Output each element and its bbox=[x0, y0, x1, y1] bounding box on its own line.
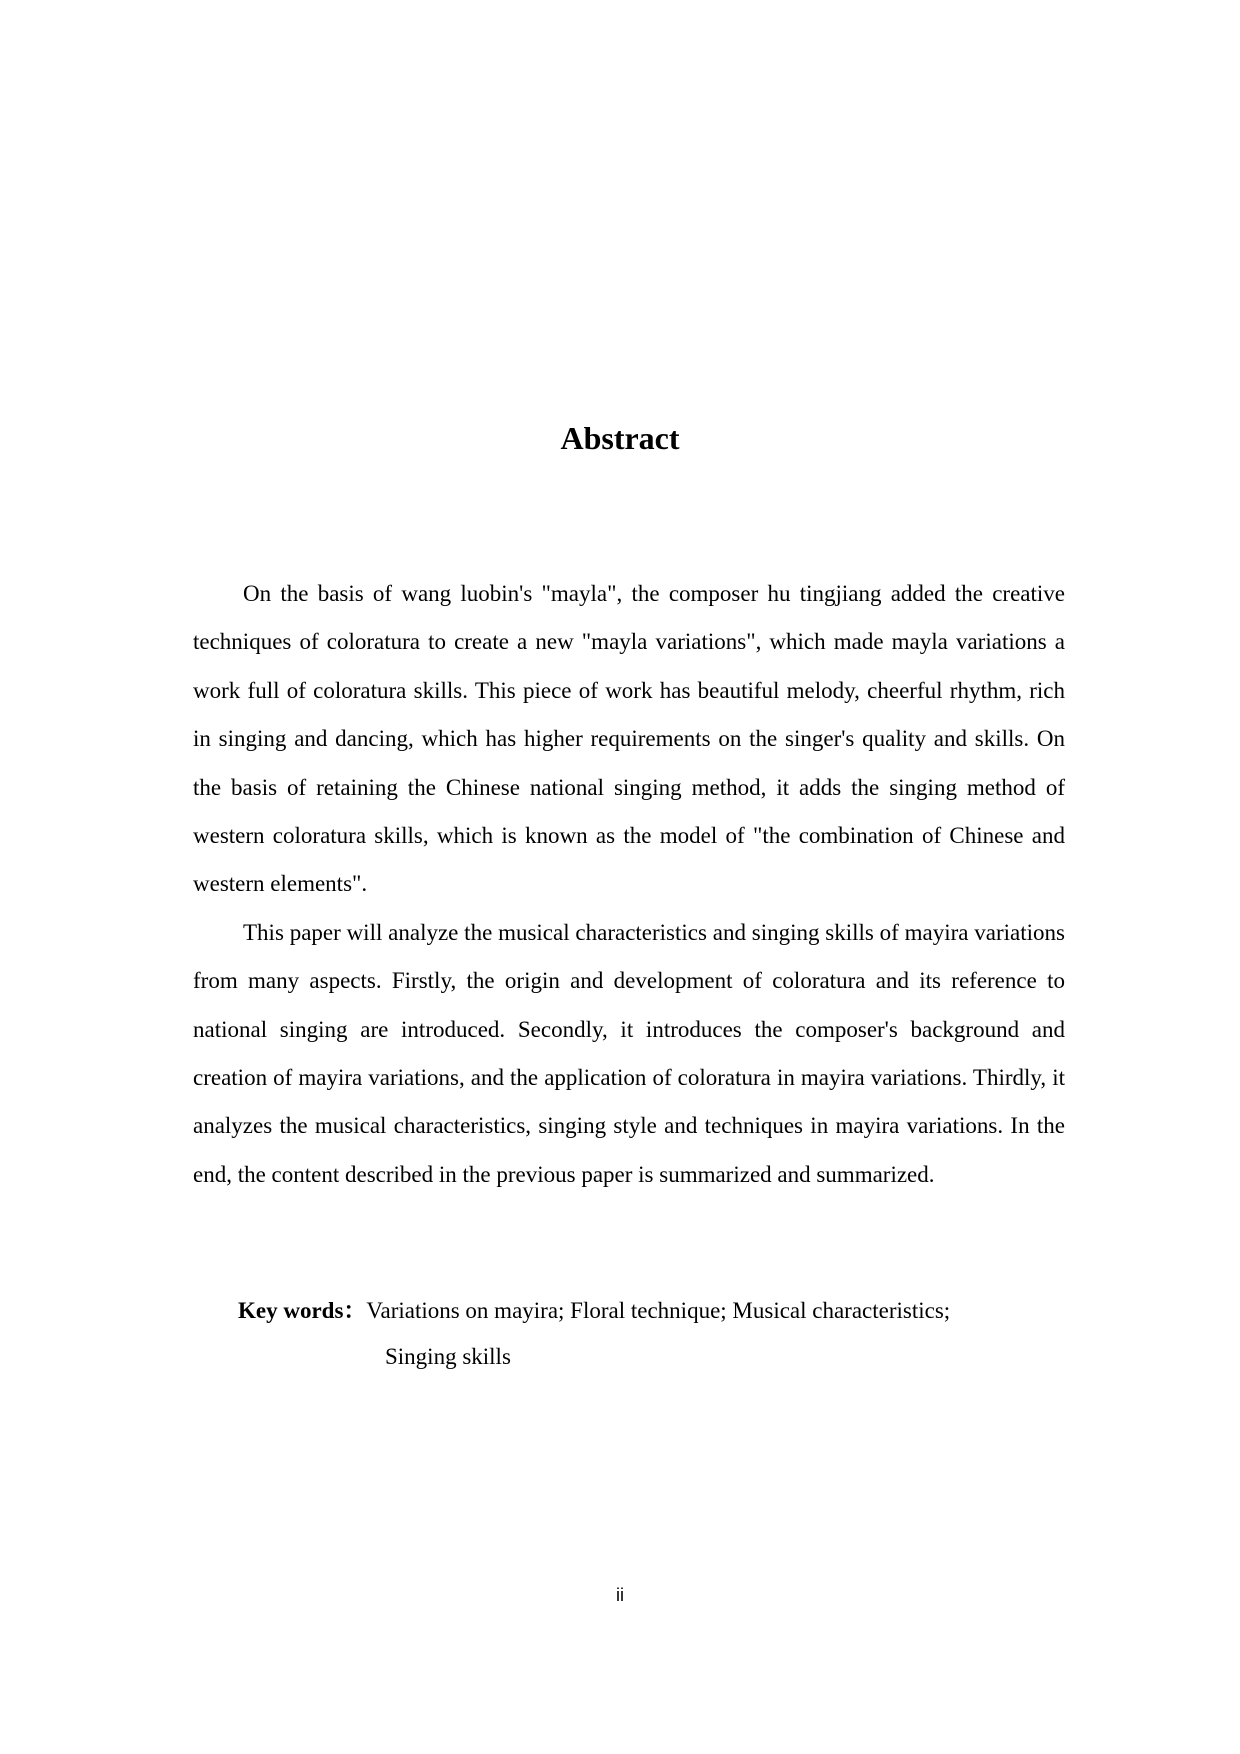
keywords-text-1: Variations on mayira; Floral technique; Musical characteristics; bbox=[366, 1298, 951, 1323]
keywords-label: Key words： bbox=[238, 1298, 367, 1323]
keywords-block bbox=[238, 1288, 1058, 1380]
abstract-body bbox=[193, 570, 1065, 1199]
abstract-paragraph-2: This paper will analyze the musical characteristics and singing skills of mayira variations from many aspects. Firstly, the origin and development of coloratura and its reference to national singing are introduced. Secondly, it introduces the composer's background and creation of mayira variations, and the application of coloratura in mayira variations. Thirdly, it analyzes the musical characteristics, singing style and techniques in mayira variations. In the end, the content described in the previous paper is summarized and summarized. bbox=[193, 919, 1065, 1187]
keywords-line-1 bbox=[238, 1288, 1058, 1334]
abstract-title: Abstract bbox=[560, 420, 680, 456]
abstract-paragraph-1: On the basis of wang luobin's "mayla", the composer hu tingjiang added the creative techniques of coloratura to create a new "mayla variations", which made mayla variations a work full of coloratura skills. This piece of work has beautiful melody, cheerful rhythm, rich in singing and dancing, which has higher requirements on the singer's quality and skills. On the basis of retaining the Chinese national singing method, it adds the singing method of western coloratura skills, which is known as the model of "the combination of Chinese and western elements". bbox=[193, 581, 1065, 897]
page-number: ii bbox=[616, 1585, 624, 1605]
keywords-line-2: Singing skills bbox=[385, 1344, 511, 1369]
